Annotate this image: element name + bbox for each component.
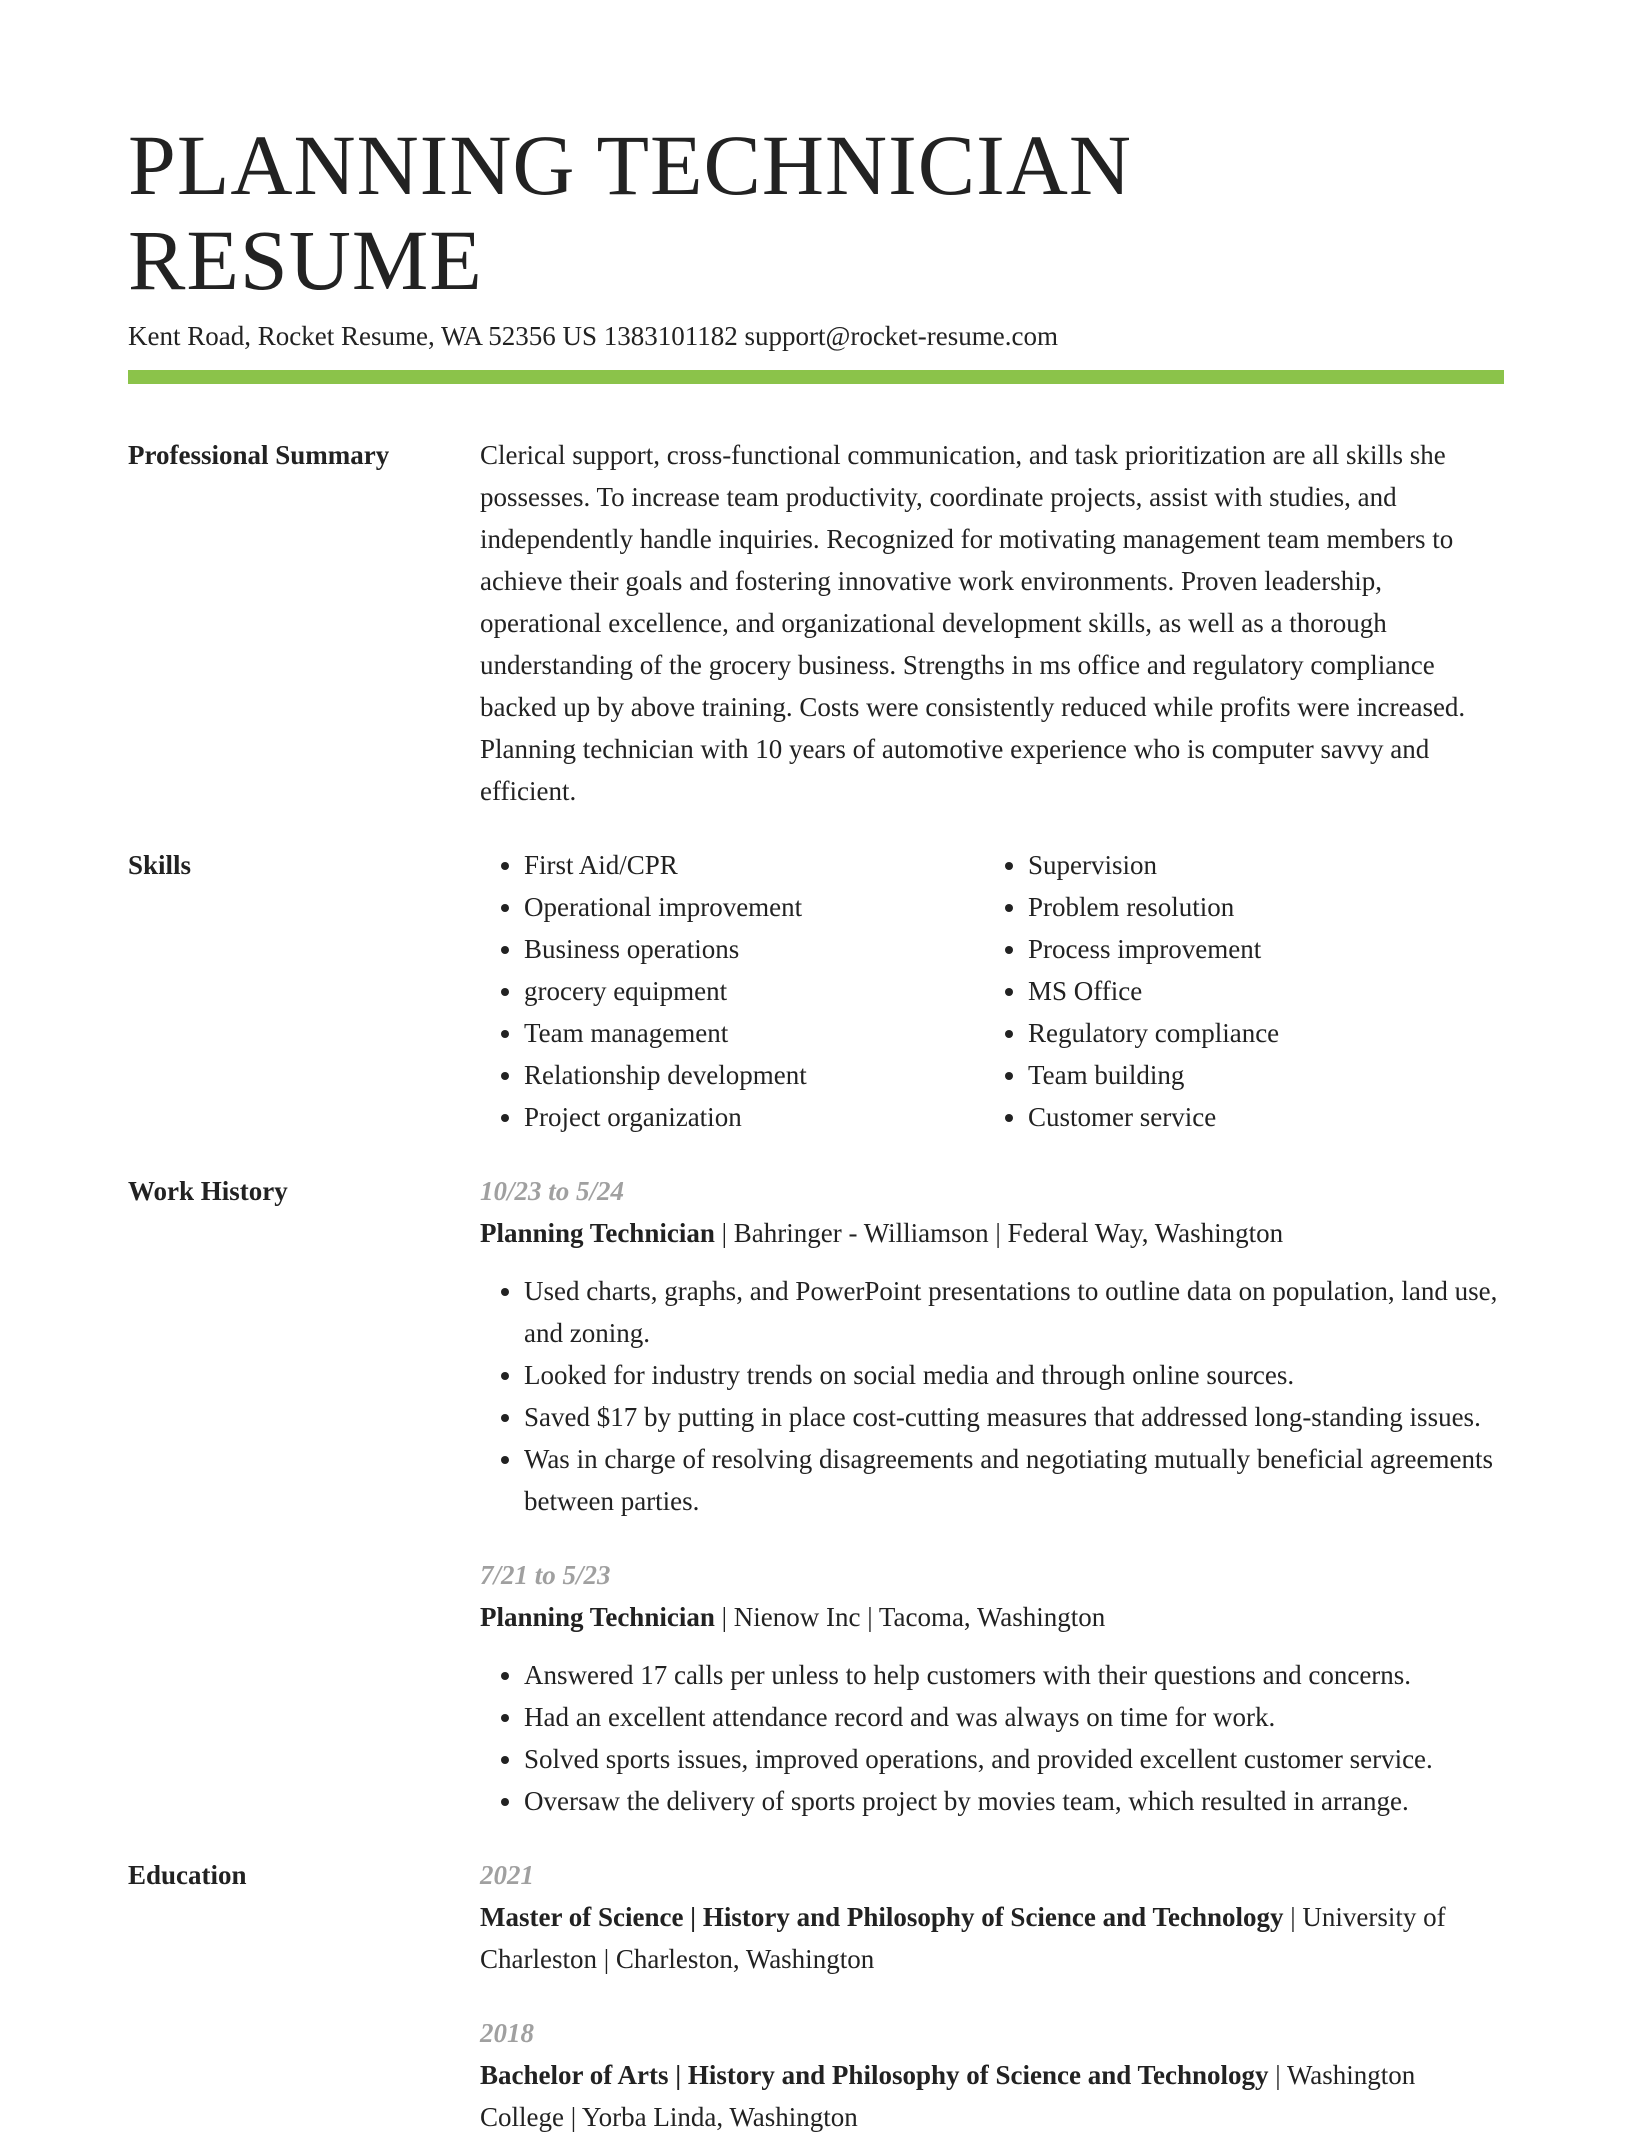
education-entry	[480, 1854, 1504, 1980]
skill-item: • First Aid/CPR	[524, 844, 984, 886]
summary-text: Clerical support, cross-functional communication, and task prioritization are all skills she possesses. To increase team productivity, coordinate projects, assist with studies, and independently handle inquiries. Recognized for motivating management team members to achieve their goals and fostering innovative work environments. Proven leadership, operational excellence, and organizational development skills, as well as a thorough understanding of the grocery business. Strengths in ms office and regulatory compliance backed up by above training. Costs were consistently reduced while profits were increased. Planning technician with 10 years of automotive experience who is computer savvy and efficient.	[480, 440, 1466, 807]
skill-item: • Supervision	[1028, 844, 1488, 886]
education-heading	[480, 2054, 1504, 2138]
skill-item: • Problem resolution	[1028, 886, 1488, 928]
education-degree: Bachelor of Arts | History and Philosophy of Science and Technology	[480, 2060, 1269, 2091]
education-heading	[480, 1896, 1504, 1980]
job-bullets	[480, 1270, 1504, 1522]
resume-page	[128, 118, 1504, 2138]
job-bullet: • Solved sports issues, improved operations, and provided excellent customer service.	[524, 1738, 1504, 1780]
job-heading	[480, 1596, 1504, 1638]
job-heading	[480, 1212, 1504, 1254]
job-entry	[480, 1170, 1504, 1522]
skill-item: • Team building	[1028, 1054, 1488, 1096]
section-label-work: Work History	[128, 1176, 288, 1207]
education-section	[128, 1854, 1504, 2138]
skills-list-left	[480, 844, 984, 1138]
job-bullet: • Answered 17 calls per unless to help customers with their questions and concerns.	[524, 1654, 1504, 1696]
job-bullet: • Had an excellent attendance record and was always on time for work.	[524, 1696, 1504, 1738]
skill-item: • grocery equipment	[524, 970, 984, 1012]
page-title: PLANNING TECHNICIAN RESUME	[128, 117, 1132, 308]
section-label-summary: Professional Summary	[128, 440, 390, 471]
skill-item: • Relationship development	[524, 1054, 984, 1096]
job-bullet: • Was in charge of resolving disagreements and negotiating mutually beneficial agreements between parties.	[524, 1438, 1504, 1522]
job-bullet: • Saved $17 by putting in place cost-cutting measures that addressed long-standing issues.	[524, 1396, 1504, 1438]
skill-item: • Operational improvement	[524, 886, 984, 928]
education-year: 2021	[480, 1860, 534, 1891]
skills-list-right	[984, 844, 1488, 1138]
education-school: | Washington College | Yorba Linda, Washington	[480, 2060, 1416, 2133]
skill-item: • Process improvement	[1028, 928, 1488, 970]
work-history-section	[128, 1170, 1504, 1822]
skill-item: • Team management	[524, 1012, 984, 1054]
section-label-skills: Skills	[128, 850, 192, 881]
job-employer: | Nienow Inc | Tacoma, Washington	[714, 1602, 1106, 1633]
education-entry	[480, 2012, 1504, 2138]
job-bullet: • Used charts, graphs, and PowerPoint presentations to outline data on population, land use, and zoning.	[524, 1270, 1504, 1354]
education-year: 2018	[480, 2018, 534, 2049]
job-title: Planning Technician	[480, 1602, 715, 1633]
skill-item: • MS Office	[1028, 970, 1488, 1012]
contact-line: Kent Road, Rocket Resume, WA 52356 US 1383101182 support@rocket-resume.com	[128, 321, 1058, 352]
education-school: | University of Charleston | Charleston, Washington	[480, 1902, 1446, 1975]
job-bullet: • Looked for industry trends on social media and through online sources.	[524, 1354, 1504, 1396]
skill-item: • Customer service	[1028, 1096, 1488, 1138]
job-dates: 10/23 to 5/24	[480, 1176, 625, 1207]
accent-divider	[128, 370, 1504, 384]
job-entry	[480, 1554, 1504, 1822]
job-employer: | Bahringer - Williamson | Federal Way, Washington	[714, 1218, 1284, 1249]
skill-item: • Project organization	[524, 1096, 984, 1138]
job-title: Planning Technician	[480, 1218, 715, 1249]
job-bullet: • Oversaw the delivery of sports project by movies team, which resulted in arrange.	[524, 1780, 1504, 1822]
section-label-education: Education	[128, 1860, 247, 1891]
skill-item: • Business operations	[524, 928, 984, 970]
education-degree: Master of Science | History and Philosophy of Science and Technology	[480, 1902, 1284, 1933]
job-dates: 7/21 to 5/23	[480, 1560, 611, 1591]
skills-section	[128, 844, 1504, 1138]
job-bullets	[480, 1654, 1504, 1822]
summary-section	[128, 434, 1504, 812]
skill-item: • Regulatory compliance	[1028, 1012, 1488, 1054]
